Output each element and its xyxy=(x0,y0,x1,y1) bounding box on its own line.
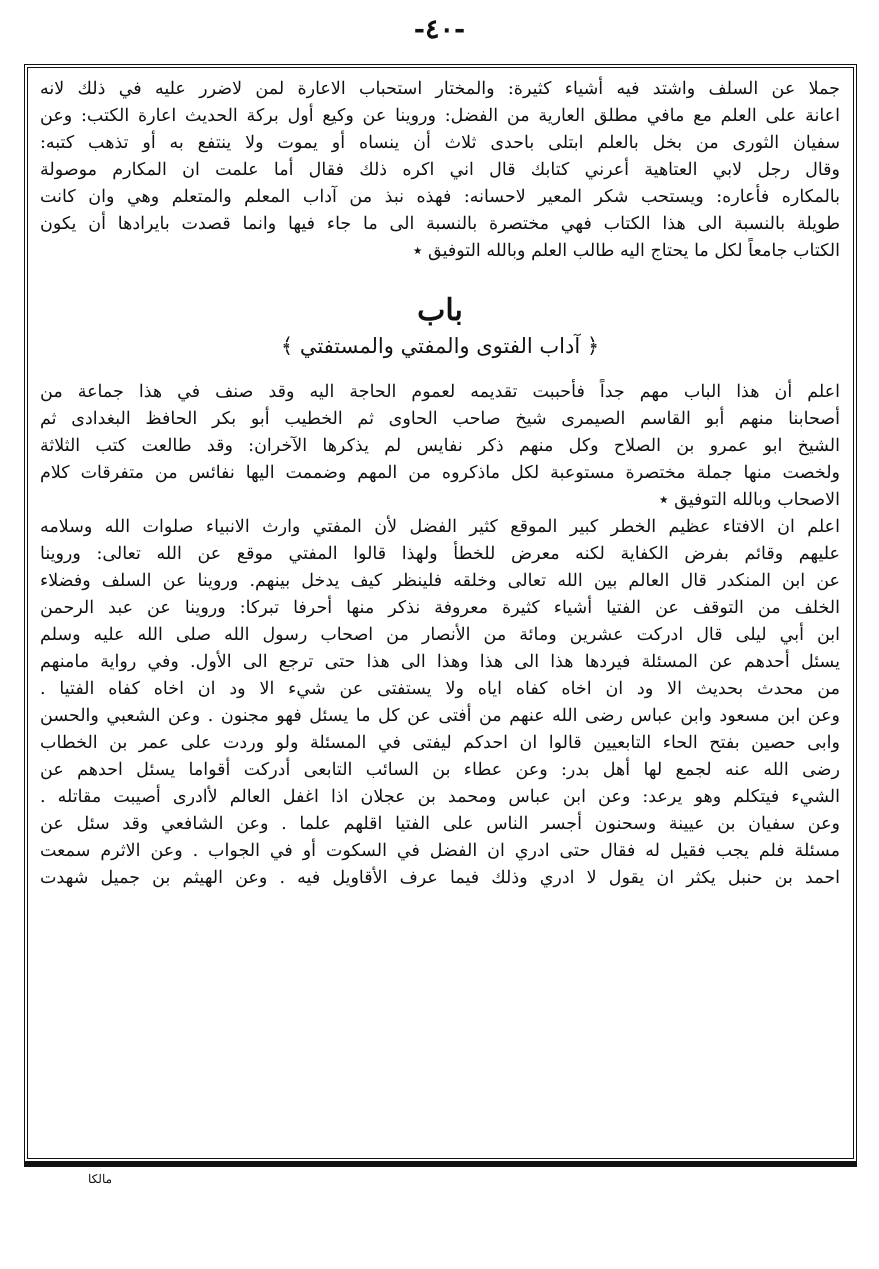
text-line: الشيء فيتكلم وهو يرعد: وعن ابن عباس ومحمد بن عجلان اذا اغفل العالم لأادرى أصيبت مقاتله . xyxy=(40,787,840,807)
catchword: مالكا xyxy=(88,1172,113,1186)
text-line: الكتاب جامعاً لكل ما يحتاج اليه طالب العلم وبالله التوفيق ٭ xyxy=(412,241,840,261)
text-line: وقال رجل لابي العتاهية أعرني كتابك قال اني اكره ذلك فقال أما علمت ان المكارم موصولة xyxy=(40,160,840,180)
bottom-rule xyxy=(24,1162,857,1167)
text-line: عن ابن المنكدر قال العالم بين الله تعالى وخلقه فلينظر كيف يدخل بينهم. وروينا عن السلف وفضلاء xyxy=(40,571,840,591)
text-line: أصحابنا منهم أبو القاسم الصيمرى شيخ صاحب الحاوى ثم الخطيب أبو بكر الحافظ البغدادى ثم xyxy=(40,409,840,429)
text-line: من محدث بحديث الا ود ان اخاه كفاه اياه ولا يستفتى عن شيء الا ود ان اخاه كفاه الفتيا . xyxy=(40,679,840,699)
text-line: وابى حصين بفتح الحاء التابعيين قالوا ان احدكم ليفتى في المسئلة ولو وردت على عمر بن الخطاب xyxy=(40,733,840,753)
text-line: وعن سفيان بن عيينة وسحنون أجسر الناس على الفتيا اقلهم علما . وعن الشافعي وقد سئل عن xyxy=(40,814,840,834)
text-line: الخلف من التوقف عن الفتيا أشياء كثيرة معروفة نذكر منها أحرفا تبركا: وروينا عن عبد الرحمن xyxy=(40,598,840,618)
text-line: يسئل أحدهم عن المسئلة فيردها هذا الى هذا وهذا الى هذا حتى ترجع الى الأول. وفي رواية مامنهم xyxy=(40,652,840,672)
text-line: اعلم أن هذا الباب مهم جداً فأحببت تقديمه لعموم الحاجة اليه وقد صنف في هذا جماعة من xyxy=(40,382,840,402)
text-line: سفيان الثورى من بخل بالعلم ابتلى باحدى ثلاث أن ينساه أو يموت ولا ينتفع به أو تذهب كتبه: xyxy=(40,133,840,153)
text-line: احمد بن حنبل يكثر ان يقول لا ادري وذلك فيما عرف الأقاويل فيه . وعن الهيثم بن جميل شهدت xyxy=(40,868,840,888)
text-line: بالمكاره فأعاره: ويستحب شكر المعير لاحسانه: فهذه نبذ من آداب المعلم والمتعلم وهي وان كانت xyxy=(40,187,840,207)
chapter-subheading: ﴿ آداب الفتوى والمفتي والمستفتي ﴾ xyxy=(280,334,600,358)
text-line: ولخصت منها جملة مختصرة مستوعبة لكل ماذكروه من المهم وضممت اليها نفائس من متفرقات كلام xyxy=(40,463,840,483)
paragraph-fatwa xyxy=(40,514,840,892)
text-line: جملا عن السلف واشتد فيه أشياء كثيرة: والمختار استحباب الاعارة لمن لاضرر عليه في ذلك لانه xyxy=(40,79,840,99)
text-line: وعن ابن مسعود وابن عباس رضى الله عنهم من أفتى عن كل ما يسئل فهو مجنون . وعن الشعبي والحسن xyxy=(40,706,840,726)
text-line: الشيخ ابو عمرو بن الصلاح وكل منهم ذكر نفايس لم يذكرها الآخران: وقد طالعت كتب الثلاثة xyxy=(40,436,840,456)
chapter-heading: باب xyxy=(417,293,463,328)
page-number: -٤٠- xyxy=(413,14,466,45)
text-line: ابن أبي ليلى قال ادركت عشرين ومائة من الأنصار من اصحاب رسول الله صلى الله عليه وسلم xyxy=(40,625,840,645)
text-line: عليهم وقائم بفرض الكفاية لكنه معرض للخطأ ولهذا قالوا المفتي موقع عن الله تعالى: وروينا xyxy=(40,544,840,564)
paragraph-lending-books xyxy=(40,76,840,265)
text-line: طويلة بالنسبة الى هذا الكتاب فهي مختصرة بالنسبة الى ما جاء فيها وانما قصدت بايرادها أن يكون xyxy=(40,214,840,234)
text-line: اعانة على العلم مع مافي مطلق العارية من الفضل: وروينا عن وكيع أول بركة الحديث اعارة الكتب: وعن xyxy=(40,106,840,126)
text-line: مسئلة فلم يجب فقيل له فقال حتى ادري ان الفضل في السكوت أو في الجواب . وعن الاثرم سمعت xyxy=(40,841,840,861)
text-line: رضى الله عنه لجمع لها أهل بدر: وعن عطاء بن السائب التابعى أدركت أقواما يسئل احدهم عن xyxy=(40,760,840,780)
text-line: اعلم ان الافتاء عظيم الخطر كبير الموقع كثير الفضل لأن المفتي وارث الانبياء صلوات الله وسلامه xyxy=(40,517,840,537)
paragraph-intro xyxy=(40,379,840,514)
text-line: الاصحاب وبالله التوفيق ٭ xyxy=(659,490,840,510)
main-text xyxy=(40,68,840,1160)
